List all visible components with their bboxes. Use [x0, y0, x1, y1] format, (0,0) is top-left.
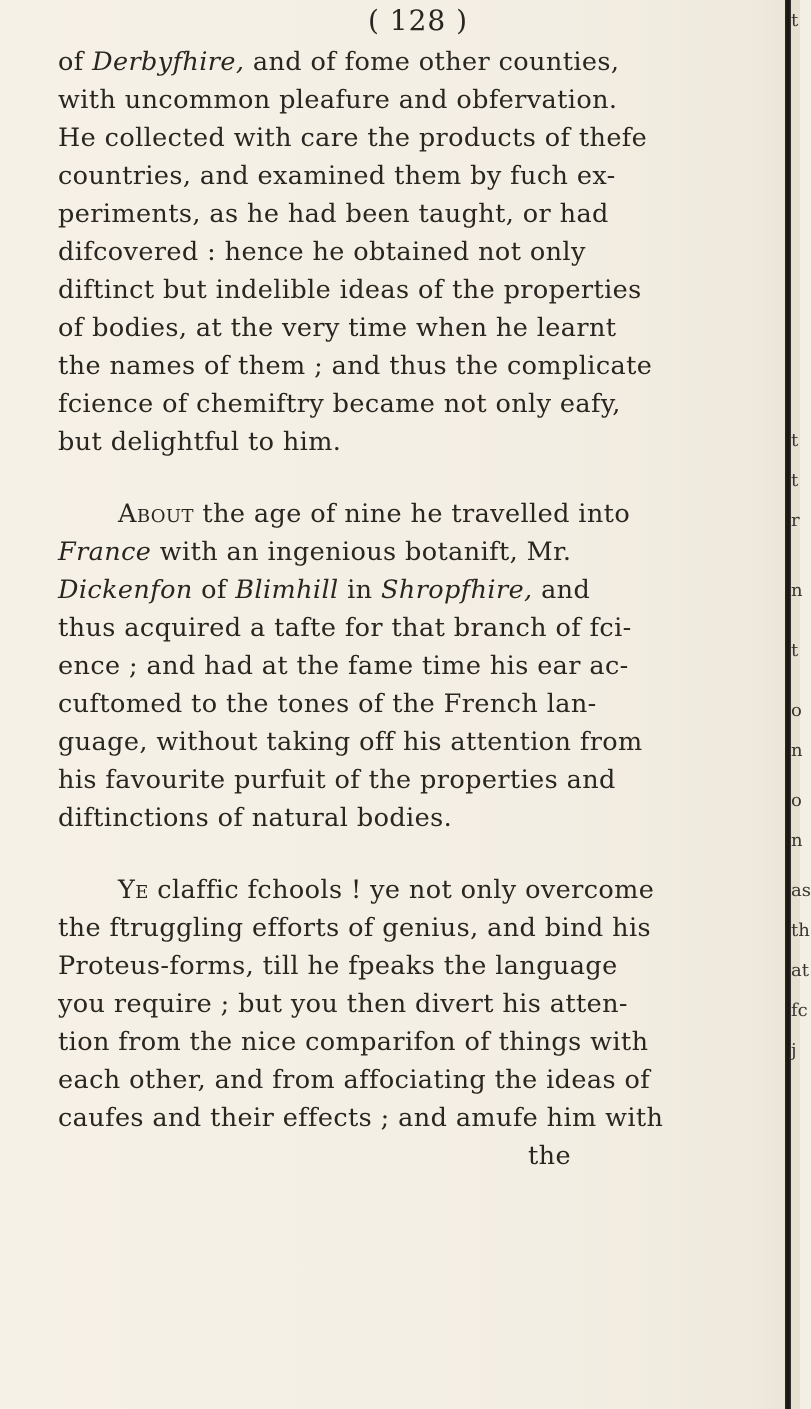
- text-run: France: [58, 537, 152, 567]
- text-line: [58, 387, 621, 421]
- text-line: [58, 45, 619, 79]
- text-line: [58, 911, 651, 945]
- text-run: the age of nine he travelled into: [193, 499, 631, 529]
- text-line: [528, 1139, 571, 1173]
- text-run: periments, as he had been taught, or had: [58, 199, 609, 229]
- text-run: with uncommon pleafure and obfervation.: [58, 85, 618, 115]
- text-run: with an ingenious botanift, Mr.: [151, 537, 572, 567]
- text-run: the ftruggling efforts of genius, and bind his: [58, 913, 651, 943]
- text-run: the names of them ; and thus the complicate: [58, 351, 653, 381]
- text-line: [58, 573, 590, 607]
- text-line: [58, 121, 647, 155]
- text-line: [58, 1101, 663, 1135]
- edge-fragment: fc: [791, 1000, 808, 1021]
- text-line: [58, 83, 617, 117]
- text-run: caufes and their effects ; and amufe him with: [58, 1103, 664, 1133]
- text-run: in: [338, 575, 381, 605]
- text-line: [58, 311, 616, 345]
- text-line: [58, 273, 642, 307]
- edge-fragment: o: [791, 700, 802, 721]
- text-run: tion from the nice comparifon of things with: [58, 1027, 649, 1057]
- text-run: guage, without taking off his attention from: [58, 727, 643, 757]
- text-line: [58, 987, 628, 1021]
- edge-fragment: at: [791, 960, 809, 981]
- text-line: [58, 425, 341, 459]
- edge-fragment: t: [791, 10, 799, 31]
- text-run: Ye: [118, 875, 149, 905]
- text-run: Derbyfhire,: [92, 47, 245, 77]
- text-line: [58, 235, 586, 269]
- text-run: each other, and from affociating the ideas of: [58, 1065, 651, 1095]
- text-line: [58, 1063, 650, 1097]
- text-run: Shropfhire,: [381, 575, 533, 605]
- text-run: and: [532, 575, 591, 605]
- text-line: [58, 763, 616, 797]
- text-line: [58, 611, 632, 645]
- edge-fragment: n: [791, 580, 803, 601]
- edge-fragment: n: [791, 830, 803, 851]
- text-line: [58, 159, 616, 193]
- text-line: [118, 497, 630, 531]
- page-number-header: ( 128 ): [367, 4, 469, 37]
- text-run: He collected with care the products of thefe: [58, 123, 648, 153]
- text-run: difcovered : hence he obtained not only: [58, 237, 586, 267]
- text-run: of: [192, 575, 236, 605]
- text-line: [58, 687, 597, 721]
- text-run: Proteus-forms, till he fpeaks the language: [58, 951, 618, 981]
- text-line: [58, 197, 609, 231]
- text-line: [58, 801, 452, 835]
- edge-fragment: n: [791, 740, 803, 761]
- edge-fragment: as: [791, 880, 811, 901]
- edge-fragment: t: [791, 640, 799, 661]
- edge-fragment: t: [791, 470, 799, 491]
- text-line: [118, 873, 654, 907]
- text-run: Blimhill: [235, 575, 339, 605]
- text-run: the: [528, 1141, 571, 1171]
- text-run: diftinct but indelible ideas of the properties: [58, 275, 642, 305]
- text-line: [58, 649, 629, 683]
- text-line: [58, 725, 643, 759]
- text-run: About: [118, 499, 194, 529]
- text-run: but delightful to him.: [58, 427, 342, 457]
- text-run: cuftomed to the tones of the French lan-: [58, 689, 597, 719]
- text-line: [58, 535, 571, 569]
- edge-fragment: t: [791, 430, 799, 451]
- text-run: claffic fchools ! ye not only overcome: [148, 875, 655, 905]
- edge-fragment: o: [791, 790, 802, 811]
- text-line: [58, 1025, 648, 1059]
- edge-fragment: th: [791, 920, 810, 941]
- text-run: diftinctions of natural bodies.: [58, 803, 453, 833]
- text-run: and of fome other counties,: [244, 47, 620, 77]
- text-run: thus acquired a tafte for that branch of fci-: [58, 613, 632, 643]
- text-run: fcience of chemiftry became not only eafy,: [58, 389, 621, 419]
- edge-fragment: j: [791, 1040, 797, 1061]
- text-run: ence ; and had at the fame time his ear ac-: [58, 651, 629, 681]
- text-run: of: [58, 47, 93, 77]
- text-run: his favourite purfuit of the properties and: [58, 765, 616, 795]
- text-line: [58, 949, 618, 983]
- text-run: you require ; but you then divert his atten-: [58, 989, 628, 1019]
- text-run: of bodies, at the very time when he learnt: [58, 313, 617, 343]
- edge-fragment: r: [791, 510, 800, 531]
- text-run: countries, and examined them by fuch ex-: [58, 161, 616, 191]
- text-run: Dickenfon: [58, 575, 193, 605]
- text-line: [58, 349, 652, 383]
